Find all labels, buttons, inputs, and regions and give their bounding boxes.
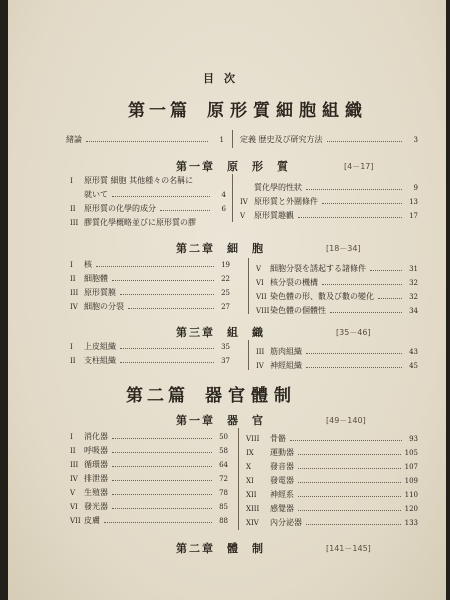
toc-entry-definition[interactable]	[240, 134, 418, 145]
entry-label: 原形質膜	[84, 288, 116, 297]
entry-label: 染色體の形、數及び數の變化	[270, 292, 374, 301]
chapter-title: 原形質	[227, 160, 302, 173]
entry-label: 細胞體	[84, 274, 108, 283]
chapter-page-range: [18－34]	[326, 244, 361, 253]
column-divider	[248, 340, 249, 370]
entry-label: 質化學的性狀	[254, 183, 302, 192]
entry-page: 58	[219, 447, 228, 455]
toc-entry[interactable]	[70, 259, 230, 270]
entry-label: 原形質 細胞 其他種々の名稱に	[84, 176, 194, 185]
chapter-number: 第二章	[176, 242, 215, 255]
leader-dots	[370, 270, 402, 271]
entry-label: 內分泌器	[270, 518, 302, 527]
entry-numeral: I	[70, 433, 73, 441]
leader-dots	[120, 294, 214, 295]
toc-entry[interactable]	[256, 305, 418, 316]
entry-page: 31	[409, 265, 418, 273]
chapter-number: 第一章	[176, 414, 215, 427]
leader-dots	[327, 141, 402, 142]
entry-numeral: IV	[256, 362, 264, 370]
entry-page: 72	[219, 475, 228, 483]
leader-dots	[112, 196, 210, 197]
entry-page: 3	[413, 136, 418, 144]
entry-page: 32	[409, 293, 418, 301]
part1-title: 原形質細胞組織	[207, 101, 368, 121]
entry-page: 25	[221, 289, 230, 297]
chapter-number: 第二章	[176, 542, 215, 555]
entry-numeral: X	[246, 463, 251, 471]
chapter-title: 組織	[227, 326, 277, 339]
column-divider	[238, 428, 239, 530]
entry-label: 原形質趣觀	[254, 211, 294, 220]
entry-page: 120	[404, 505, 418, 513]
entry-label: 皮膚	[84, 516, 100, 525]
entry-label: 細胞の分裂	[84, 302, 124, 311]
entry-numeral: III	[70, 289, 79, 297]
chapter-page-range: [4－17]	[344, 162, 374, 171]
entry-label: 排泄器	[84, 474, 108, 483]
toc-entry[interactable]	[246, 475, 418, 486]
toc-entry[interactable]	[240, 196, 418, 207]
toc-entry[interactable]	[70, 203, 226, 214]
entry-label: 筋肉組織	[270, 347, 302, 356]
leader-dots	[306, 189, 402, 190]
entry-label: 運動器	[270, 448, 294, 457]
entry-label: 神經系	[270, 490, 294, 499]
chapter-heading	[176, 240, 277, 256]
entry-numeral: IV	[240, 198, 248, 206]
entry-label: 上皮組織	[84, 342, 116, 351]
toc-entry[interactable]	[70, 473, 228, 484]
part2-title: 器官體制	[205, 386, 297, 406]
entry-page: 4	[221, 191, 226, 199]
entry-page: 43	[409, 348, 418, 356]
entry-page: 88	[219, 517, 228, 525]
chapter-heading	[176, 324, 277, 340]
entry-page: 9	[413, 184, 418, 192]
entry-label: 骨骼	[270, 434, 286, 443]
entry-page: 85	[219, 503, 228, 511]
leader-dots	[298, 217, 402, 218]
chapter-heading	[176, 158, 302, 174]
toc-entry[interactable]	[70, 355, 230, 366]
leader-dots	[112, 508, 212, 509]
toc-entry[interactable]	[70, 287, 230, 298]
entry-label: 發電器	[270, 476, 294, 485]
leader-dots	[128, 308, 214, 309]
entry-numeral: XIII	[246, 505, 260, 513]
entry-label: 呼吸器	[84, 446, 108, 455]
entry-label: 核	[84, 260, 92, 269]
part2-heading	[126, 381, 297, 406]
chapter-number: 第一章	[176, 160, 215, 173]
leader-dots	[86, 141, 208, 142]
leader-dots	[160, 210, 210, 211]
entry-numeral: III	[70, 219, 79, 227]
leader-dots	[378, 298, 402, 299]
leader-dots	[120, 348, 214, 349]
entry-numeral: II	[70, 357, 76, 365]
toc-entry[interactable]	[240, 210, 418, 221]
part1-number: 第一篇	[128, 101, 191, 121]
entry-numeral: III	[70, 461, 79, 469]
entry-numeral: XIV	[246, 519, 259, 527]
entry-page: 93	[409, 435, 418, 443]
chapter-page-range: [35－46]	[336, 328, 371, 337]
entry-page: 50	[219, 433, 228, 441]
toc-entry[interactable]	[70, 217, 226, 228]
chapter-number: 第三章	[176, 326, 215, 339]
entry-label: 神經組織	[270, 361, 302, 370]
leader-dots	[306, 353, 402, 354]
entry-label: 生殖器	[84, 488, 108, 497]
entry-page: 19	[221, 261, 230, 269]
entry-numeral: VII	[256, 293, 267, 301]
chapter-title: 細胞	[227, 242, 277, 255]
toc-entry[interactable]	[246, 447, 418, 458]
chapter-page-range: [141－145]	[326, 544, 371, 553]
entry-page: 35	[221, 343, 230, 351]
entry-numeral: XII	[246, 491, 257, 499]
page-title: 目次	[203, 72, 245, 85]
entry-label: 核分裂の機構	[270, 278, 318, 287]
toc-entry[interactable]	[246, 489, 418, 500]
entry-label: 發光器	[84, 502, 108, 511]
entry-label: 就いて	[84, 190, 108, 199]
leader-dots	[120, 362, 214, 363]
entry-page: 78	[219, 489, 228, 497]
toc-entry[interactable]	[70, 501, 228, 512]
entry-page: 6	[221, 205, 226, 213]
entry-page: 1	[219, 136, 224, 144]
toc-entry[interactable]	[70, 515, 228, 526]
leader-dots	[306, 367, 402, 368]
entry-numeral: VIII	[256, 307, 270, 315]
leader-dots	[322, 203, 402, 204]
entry-label: 原形質の化學的成分	[84, 204, 156, 213]
toc-entry[interactable]	[70, 175, 226, 186]
entry-label: 緒論	[66, 135, 82, 144]
entry-page: 27	[221, 303, 230, 311]
entry-numeral: V	[240, 212, 246, 220]
toc-entry[interactable]	[70, 459, 228, 470]
leader-dots	[112, 480, 212, 481]
entry-page: 22	[221, 275, 230, 283]
leader-dots	[298, 454, 401, 455]
part1-heading	[128, 96, 368, 121]
part2-number: 第二篇	[126, 386, 189, 406]
entry-numeral: I	[70, 261, 73, 269]
entry-numeral: II	[70, 275, 76, 283]
toc-entry[interactable]	[246, 461, 418, 472]
toc-entry[interactable]	[256, 277, 418, 288]
toc-entry[interactable]	[256, 291, 418, 302]
entry-label: 感覺器	[270, 504, 294, 513]
entry-page: 45	[409, 362, 418, 370]
entry-page: 105	[404, 449, 418, 457]
toc-entry[interactable]	[256, 346, 418, 357]
toc-entry[interactable]	[70, 341, 230, 352]
entry-numeral: VI	[70, 503, 78, 511]
chapter-title: 體制	[227, 542, 277, 555]
entry-numeral: IX	[246, 449, 254, 457]
entry-label: 支柱組織	[84, 356, 116, 365]
entry-numeral: VIII	[246, 435, 260, 443]
entry-page: 109	[404, 477, 418, 485]
column-divider	[248, 258, 249, 314]
entry-label: 消化器	[84, 432, 108, 441]
entry-numeral: IV	[70, 303, 78, 311]
entry-label: 定義 歴史及び研究方法	[240, 135, 323, 144]
leader-dots	[112, 280, 214, 281]
leader-dots	[322, 284, 402, 285]
toc-entry[interactable]	[70, 189, 226, 200]
entry-numeral: I	[70, 343, 73, 351]
entry-numeral: II	[70, 205, 76, 213]
entry-numeral: VI	[256, 279, 264, 287]
leader-dots	[306, 524, 401, 525]
entry-page: 17	[409, 212, 418, 220]
entry-label: 膠質化學概略並びに原形質の膠	[84, 218, 196, 227]
entry-page: 64	[219, 461, 228, 469]
leader-dots	[330, 312, 402, 313]
entry-numeral: I	[70, 177, 73, 185]
leader-dots	[298, 468, 401, 469]
toc-entry[interactable]	[256, 263, 418, 274]
entry-label: 循環器	[84, 460, 108, 469]
toc-entry[interactable]	[70, 301, 230, 312]
chapter-page-range: [49－140]	[326, 416, 366, 425]
leader-dots	[112, 452, 212, 453]
toc-entry[interactable]	[246, 433, 418, 444]
entry-page: 13	[409, 198, 418, 206]
entry-label: 發音器	[270, 462, 294, 471]
entry-page: 110	[404, 491, 418, 499]
toc-entry[interactable]	[70, 431, 228, 442]
leader-dots	[112, 466, 212, 467]
toc-entry[interactable]	[246, 503, 418, 514]
toc-entry[interactable]	[70, 445, 228, 456]
chapter-heading	[176, 412, 277, 428]
entry-page: 32	[409, 279, 418, 287]
leader-dots	[298, 496, 401, 497]
toc-entry[interactable]	[240, 182, 418, 193]
entry-label: 細胞分裂を誘起する諸條件	[270, 264, 366, 273]
entry-numeral: II	[70, 447, 76, 455]
entry-numeral: V	[70, 489, 76, 497]
toc-entry[interactable]	[70, 273, 230, 284]
entry-numeral: IV	[70, 475, 78, 483]
toc-entry[interactable]	[70, 487, 228, 498]
chapter-heading	[176, 540, 277, 556]
toc-entry[interactable]	[256, 360, 418, 371]
entry-numeral: V	[256, 265, 262, 273]
entry-page: 34	[409, 307, 418, 315]
leader-dots	[112, 438, 212, 439]
toc-entry[interactable]	[246, 517, 418, 528]
entry-page: 37	[221, 357, 230, 365]
chapter-title: 器官	[227, 414, 277, 427]
leader-dots	[298, 482, 401, 483]
entry-page: 107	[404, 463, 418, 471]
entry-numeral: III	[256, 348, 265, 356]
entry-label: 原形質と外圍條件	[254, 197, 318, 206]
entry-numeral: VII	[70, 517, 81, 525]
entry-numeral: XI	[246, 477, 254, 485]
column-divider	[232, 130, 233, 148]
leader-dots	[104, 522, 212, 523]
leader-dots	[112, 494, 212, 495]
column-divider	[232, 174, 233, 222]
leader-dots	[290, 440, 402, 441]
toc-entry-intro[interactable]	[66, 134, 224, 145]
entry-page: 133	[404, 519, 418, 527]
entry-label: 染色體の個體性	[270, 306, 326, 315]
leader-dots	[96, 266, 214, 267]
book-page	[8, 0, 446, 600]
leader-dots	[298, 510, 401, 511]
